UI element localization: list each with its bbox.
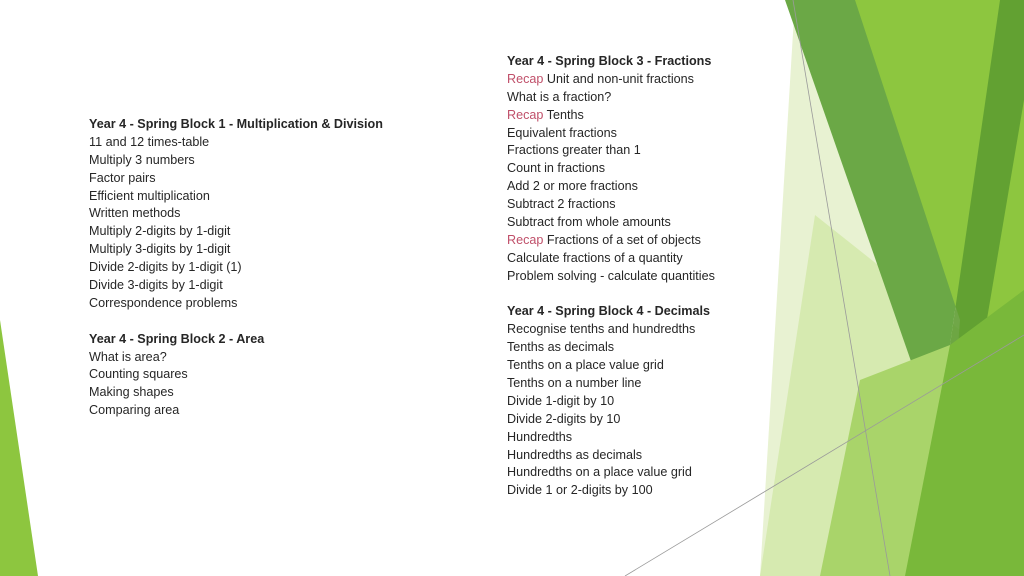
list-item: Efficient multiplication xyxy=(89,188,210,203)
spacer xyxy=(89,313,383,331)
list-item: Divide 1-digit by 10 xyxy=(507,393,615,408)
list-item: Counting squares xyxy=(89,367,188,382)
list-item: Written methods xyxy=(89,206,181,221)
left-column xyxy=(89,116,383,420)
recap-label: Recap xyxy=(507,71,544,86)
list-item-text: Add 2 or more fractions xyxy=(507,179,638,194)
block2-list xyxy=(89,349,383,421)
list-item xyxy=(507,196,715,214)
list-item xyxy=(507,125,715,143)
list-item-text: Count in fractions xyxy=(507,161,606,176)
list-item xyxy=(507,142,715,160)
recap-label: Recap xyxy=(507,232,544,247)
list-item-text: Fractions of a set of objects xyxy=(543,232,701,247)
list-item-text: Fractions greater than 1 xyxy=(507,143,641,158)
list-item-text: Equivalent fractions xyxy=(507,125,617,140)
list-item-text: Tenths xyxy=(543,107,584,122)
list-item: Tenths as decimals xyxy=(507,340,615,355)
list-item: Tenths on a place value grid xyxy=(507,358,664,373)
list-item: Correspondence problems xyxy=(89,295,238,310)
list-item: Divide 2-digits by 1-digit (1) xyxy=(89,260,242,275)
list-item xyxy=(507,107,715,125)
list-item-text: What is a fraction? xyxy=(507,89,612,104)
block3-list xyxy=(507,71,715,286)
list-item xyxy=(507,268,715,286)
block4-list xyxy=(507,321,715,500)
list-item: Hundredths xyxy=(507,429,573,444)
list-item: Hundredths on a place value grid xyxy=(507,465,692,480)
list-item xyxy=(507,89,715,107)
list-item: Divide 2-digits by 10 xyxy=(507,411,621,426)
list-item: Multiply 3-digits by 1-digit xyxy=(89,242,231,257)
block3-title: Year 4 - Spring Block 3 - Fractions xyxy=(507,54,712,68)
list-item-text: Calculate fractions of a quantity xyxy=(507,250,683,265)
block2-title: Year 4 - Spring Block 2 - Area xyxy=(89,331,265,346)
list-item: Factor pairs xyxy=(89,170,156,185)
block4-title: Year 4 - Spring Block 4 - Decimals xyxy=(507,304,710,319)
list-item: Making shapes xyxy=(89,385,174,400)
list-item xyxy=(507,232,715,250)
list-item: Divide 3-digits by 1-digit xyxy=(89,278,223,293)
list-item xyxy=(507,71,715,89)
block1-list xyxy=(89,134,383,313)
list-item: Recognise tenths and hundredths xyxy=(507,322,696,337)
list-item xyxy=(507,178,715,196)
list-item: Comparing area xyxy=(89,403,180,418)
list-item: 11 and 12 times-table xyxy=(89,134,210,149)
list-item xyxy=(507,160,715,178)
left-green-shape xyxy=(0,320,38,576)
list-item-text: Problem solving - calculate quantities xyxy=(507,268,715,283)
list-item xyxy=(507,250,715,268)
recap-label: Recap xyxy=(507,107,544,122)
spacer xyxy=(507,286,715,304)
list-item-text: Subtract 2 fractions xyxy=(507,197,616,212)
list-item: What is area? xyxy=(89,349,167,364)
list-item: Hundredths as decimals xyxy=(507,447,643,462)
right-column xyxy=(507,53,715,500)
list-item: Divide 1 or 2-digits by 100 xyxy=(507,483,653,498)
list-item-text: Subtract from whole amounts xyxy=(507,215,671,230)
list-item: Tenths on a number line xyxy=(507,376,642,391)
list-item-text: Unit and non-unit fractions xyxy=(543,71,694,86)
block1-title: Year 4 - Spring Block 1 - Multiplication & Division xyxy=(89,117,383,131)
list-item: Multiply 2-digits by 1-digit xyxy=(89,224,231,239)
list-item: Multiply 3 numbers xyxy=(89,152,195,167)
list-item xyxy=(507,214,715,232)
